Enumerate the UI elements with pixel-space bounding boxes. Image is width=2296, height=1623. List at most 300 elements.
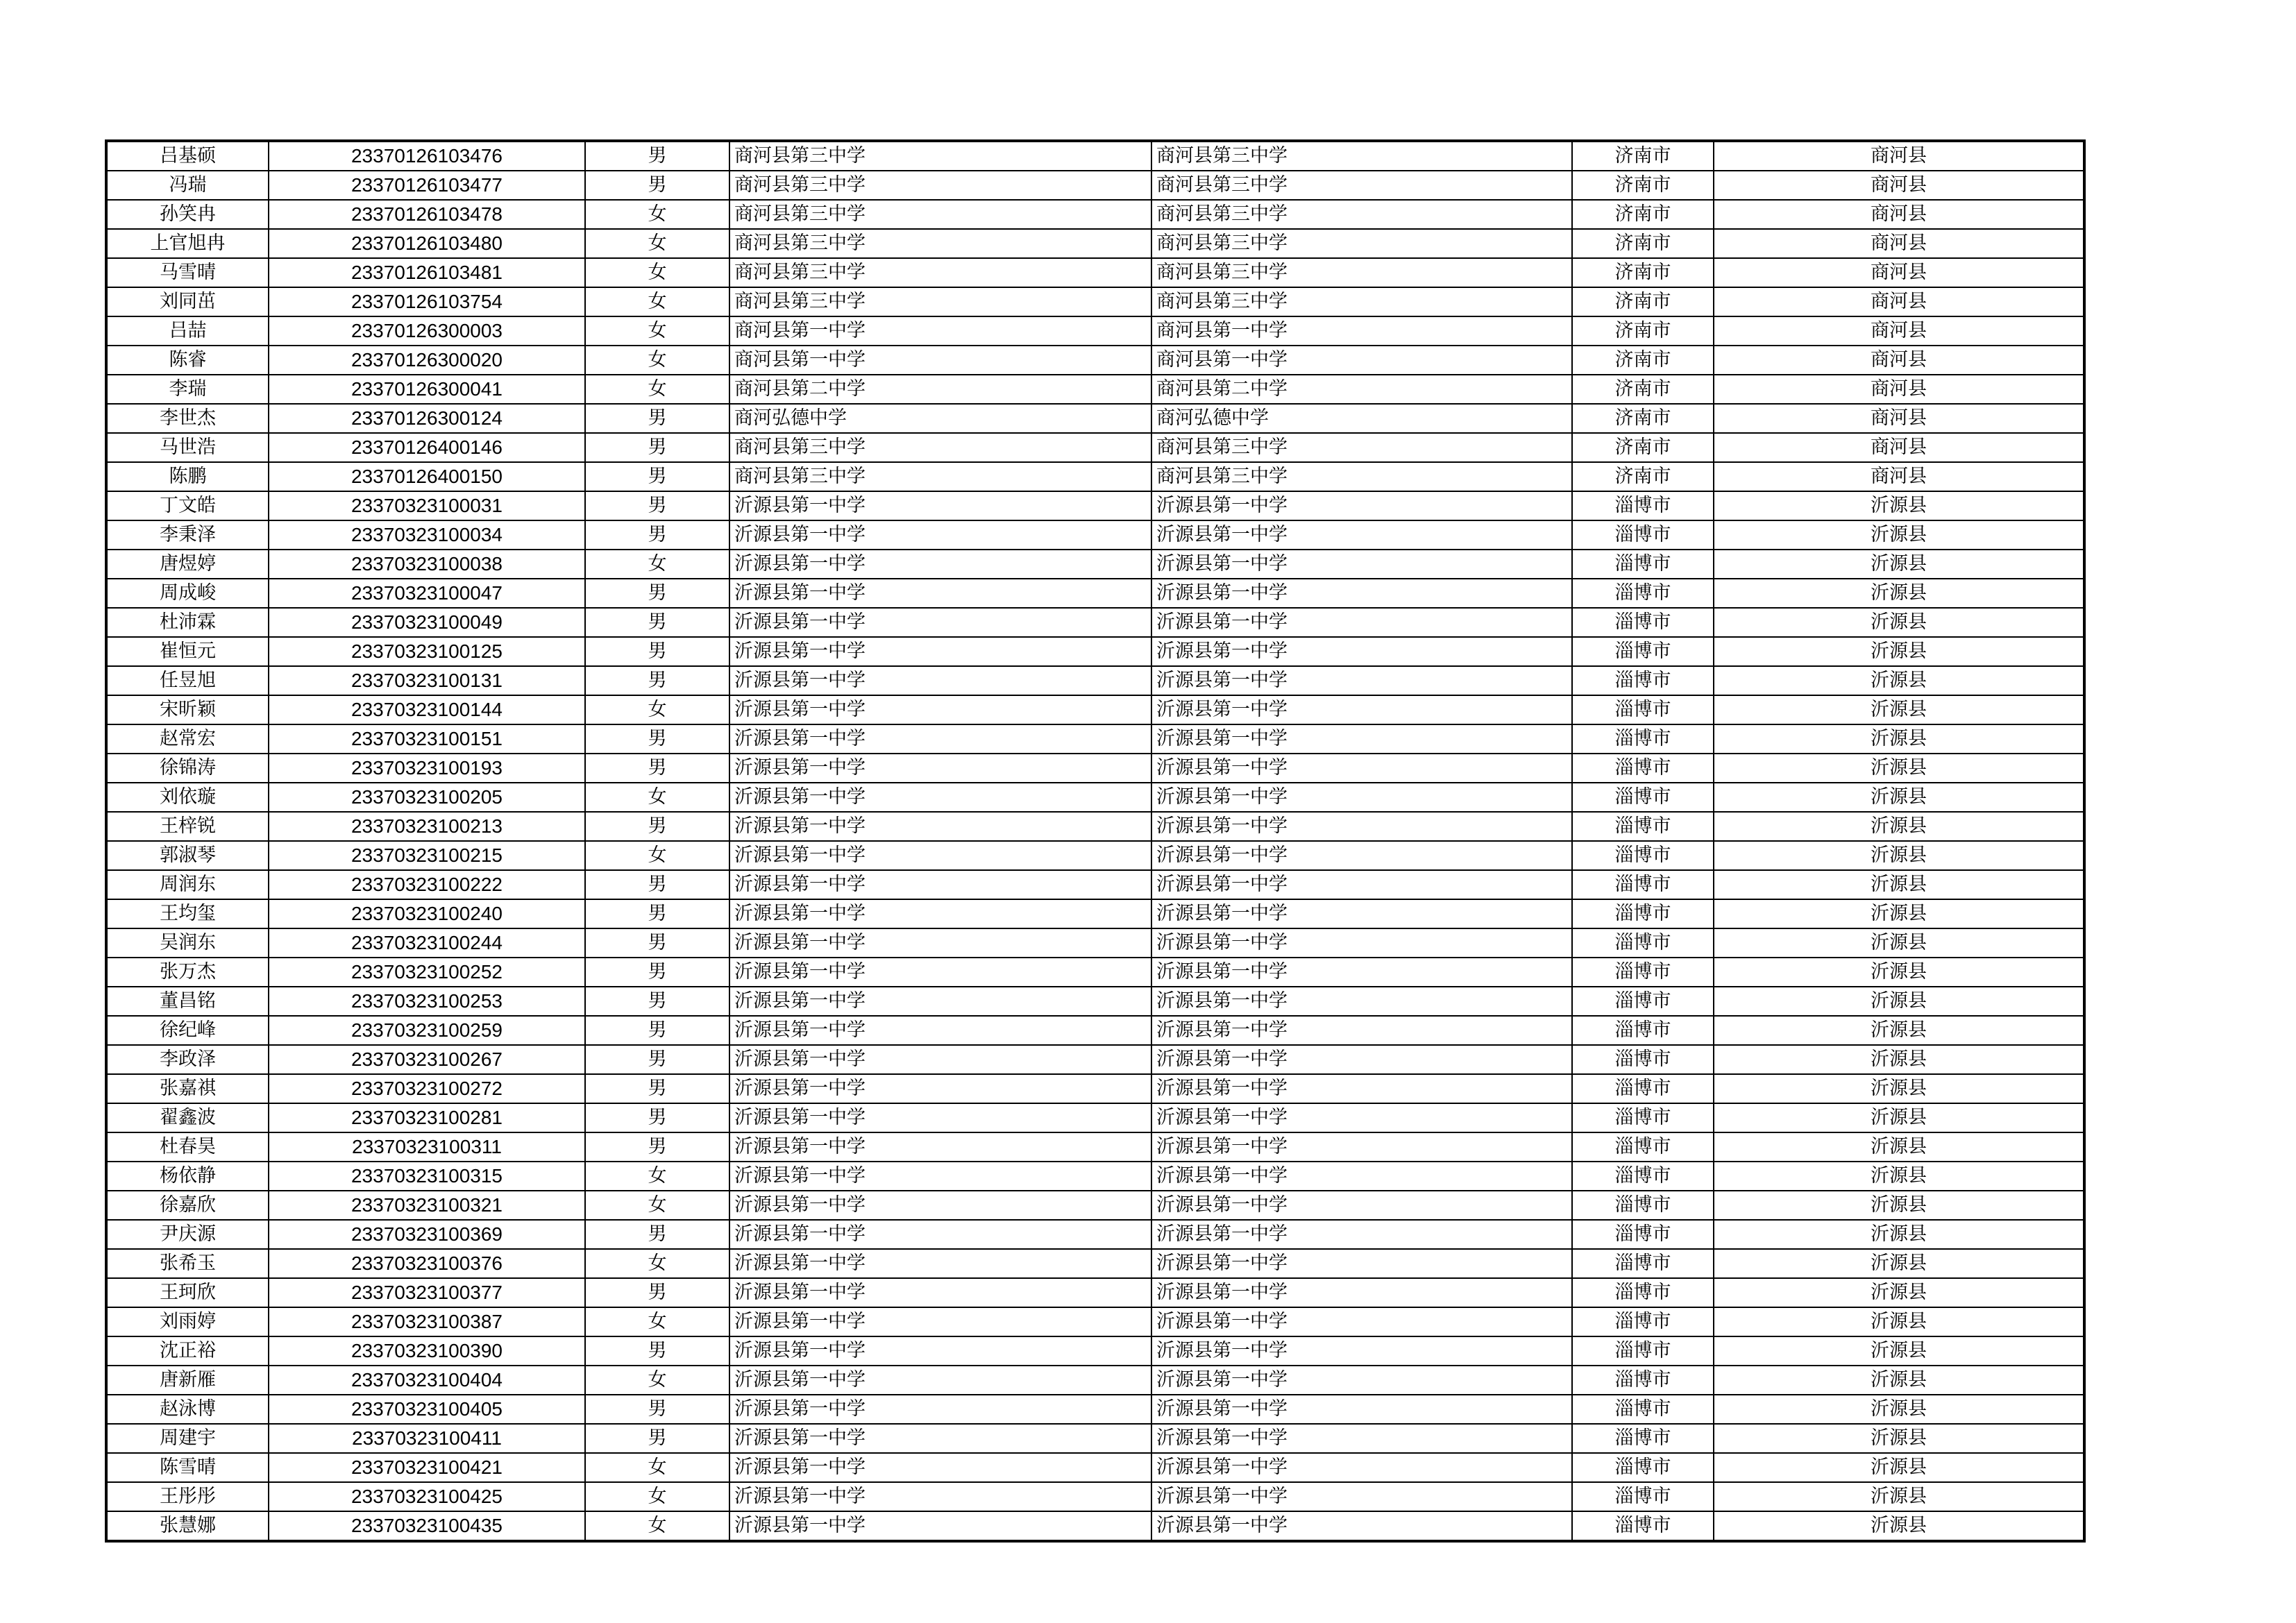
student-name-cell: 李瑞 [106, 375, 269, 404]
table-row [106, 141, 2084, 171]
exam-school-cell: 沂源县第一中学 [1151, 1162, 1572, 1191]
student-name-cell: 赵常宏 [106, 724, 269, 754]
exam-school-cell: 沂源县第一中学 [1151, 812, 1572, 841]
city-cell: 淄博市 [1572, 841, 1714, 870]
table-row [106, 316, 2084, 346]
city-cell: 淄博市 [1572, 491, 1714, 520]
exam-school-cell: 沂源县第一中学 [1151, 1191, 1572, 1220]
exam-school-cell: 沂源县第一中学 [1151, 666, 1572, 695]
student-name-cell: 崔恒元 [106, 637, 269, 666]
student-name-cell: 陈鹏 [106, 462, 269, 491]
gender-cell: 男 [585, 462, 729, 491]
county-cell: 商河县 [1714, 229, 2084, 258]
exam-school-cell: 沂源县第一中学 [1151, 1045, 1572, 1074]
table-row [106, 1307, 2084, 1336]
table-body [106, 141, 2084, 1541]
table-row [106, 346, 2084, 375]
county-cell: 沂源县 [1714, 1220, 2084, 1249]
table-row [106, 1162, 2084, 1191]
school-cell: 沂源县第一中学 [729, 520, 1151, 550]
table-row [106, 1453, 2084, 1482]
student-id-cell: 23370323100215 [269, 841, 585, 870]
school-cell: 沂源县第一中学 [729, 1278, 1151, 1307]
city-cell: 济南市 [1572, 404, 1714, 433]
student-name-cell: 唐新雁 [106, 1366, 269, 1395]
table-row [106, 1366, 2084, 1395]
student-name-cell: 刘雨婷 [106, 1307, 269, 1336]
student-id-cell: 23370323100034 [269, 520, 585, 550]
student-id-cell: 23370323100144 [269, 695, 585, 724]
student-name-cell: 张嘉祺 [106, 1074, 269, 1103]
student-id-cell: 23370126400150 [269, 462, 585, 491]
student-name-cell: 刘同茁 [106, 287, 269, 316]
city-cell: 淄博市 [1572, 1453, 1714, 1482]
table-row [106, 287, 2084, 316]
city-cell: 淄博市 [1572, 1395, 1714, 1424]
table-row [106, 1045, 2084, 1074]
county-cell: 沂源县 [1714, 1191, 2084, 1220]
student-name-cell: 吕喆 [106, 316, 269, 346]
city-cell: 淄博市 [1572, 520, 1714, 550]
exam-school-cell: 商河县第一中学 [1151, 316, 1572, 346]
gender-cell: 男 [585, 987, 729, 1016]
county-cell: 沂源县 [1714, 783, 2084, 812]
county-cell: 沂源县 [1714, 987, 2084, 1016]
gender-cell: 男 [585, 870, 729, 899]
school-cell: 沂源县第一中学 [729, 1074, 1151, 1103]
city-cell: 淄博市 [1572, 1424, 1714, 1453]
student-name-cell: 周成峻 [106, 579, 269, 608]
gender-cell: 男 [585, 520, 729, 550]
school-cell: 沂源县第一中学 [729, 1016, 1151, 1045]
student-name-cell: 冯瑞 [106, 171, 269, 200]
gender-cell: 女 [585, 287, 729, 316]
table-row [106, 1278, 2084, 1307]
gender-cell: 男 [585, 637, 729, 666]
city-cell: 济南市 [1572, 141, 1714, 171]
student-name-cell: 周润东 [106, 870, 269, 899]
city-cell: 淄博市 [1572, 579, 1714, 608]
exam-school-cell: 沂源县第一中学 [1151, 1336, 1572, 1366]
city-cell: 济南市 [1572, 287, 1714, 316]
student-name-cell: 徐锦涛 [106, 754, 269, 783]
school-cell: 沂源县第一中学 [729, 1162, 1151, 1191]
student-id-cell: 23370126300020 [269, 346, 585, 375]
gender-cell: 女 [585, 1511, 729, 1541]
county-cell: 沂源县 [1714, 1132, 2084, 1162]
student-name-cell: 翟鑫波 [106, 1103, 269, 1132]
city-cell: 淄博市 [1572, 1045, 1714, 1074]
city-cell: 济南市 [1572, 258, 1714, 287]
gender-cell: 男 [585, 928, 729, 958]
county-cell: 商河县 [1714, 316, 2084, 346]
county-cell: 沂源县 [1714, 1366, 2084, 1395]
gender-cell: 女 [585, 1162, 729, 1191]
student-id-cell: 23370323100315 [269, 1162, 585, 1191]
student-name-cell: 尹庆源 [106, 1220, 269, 1249]
student-name-cell: 杜春昊 [106, 1132, 269, 1162]
student-id-cell: 23370323100049 [269, 608, 585, 637]
county-cell: 商河县 [1714, 346, 2084, 375]
table-row [106, 579, 2084, 608]
city-cell: 淄博市 [1572, 1016, 1714, 1045]
city-cell: 淄博市 [1572, 637, 1714, 666]
exam-school-cell: 沂源县第一中学 [1151, 987, 1572, 1016]
city-cell: 淄博市 [1572, 1132, 1714, 1162]
gender-cell: 男 [585, 812, 729, 841]
school-cell: 商河县第一中学 [729, 316, 1151, 346]
city-cell: 淄博市 [1572, 928, 1714, 958]
school-cell: 商河县第三中学 [729, 433, 1151, 462]
city-cell: 淄博市 [1572, 1278, 1714, 1307]
gender-cell: 女 [585, 1366, 729, 1395]
table-row [106, 754, 2084, 783]
exam-school-cell: 沂源县第一中学 [1151, 520, 1572, 550]
gender-cell: 男 [585, 433, 729, 462]
student-id-cell: 23370323100387 [269, 1307, 585, 1336]
student-id-cell: 23370323100125 [269, 637, 585, 666]
gender-cell: 男 [585, 608, 729, 637]
county-cell: 沂源县 [1714, 958, 2084, 987]
table-row [106, 462, 2084, 491]
city-cell: 淄博市 [1572, 666, 1714, 695]
city-cell: 淄博市 [1572, 987, 1714, 1016]
school-cell: 沂源县第一中学 [729, 958, 1151, 987]
table-row [106, 928, 2084, 958]
school-cell: 沂源县第一中学 [729, 1366, 1151, 1395]
student-name-cell: 沈正裕 [106, 1336, 269, 1366]
table-row [106, 783, 2084, 812]
gender-cell: 男 [585, 1016, 729, 1045]
student-id-cell: 23370323100311 [269, 1132, 585, 1162]
school-cell: 商河县第三中学 [729, 200, 1151, 229]
table-row [106, 229, 2084, 258]
gender-cell: 女 [585, 1191, 729, 1220]
student-id-cell: 23370323100377 [269, 1278, 585, 1307]
table-row [106, 666, 2084, 695]
student-id-cell: 23370323100272 [269, 1074, 585, 1103]
student-name-cell: 孙笑冉 [106, 200, 269, 229]
city-cell: 淄博市 [1572, 1307, 1714, 1336]
student-id-cell: 23370126103476 [269, 141, 585, 171]
table-row [106, 812, 2084, 841]
county-cell: 沂源县 [1714, 550, 2084, 579]
county-cell: 沂源县 [1714, 637, 2084, 666]
gender-cell: 女 [585, 695, 729, 724]
student-name-cell: 王梓锐 [106, 812, 269, 841]
table-row [106, 375, 2084, 404]
student-name-cell: 李政泽 [106, 1045, 269, 1074]
table-row [106, 258, 2084, 287]
gender-cell: 男 [585, 1132, 729, 1162]
exam-school-cell: 沂源县第一中学 [1151, 491, 1572, 520]
school-cell: 商河县第三中学 [729, 287, 1151, 316]
county-cell: 沂源县 [1714, 666, 2084, 695]
county-cell: 沂源县 [1714, 812, 2084, 841]
table-row [106, 958, 2084, 987]
city-cell: 淄博市 [1572, 1511, 1714, 1541]
school-cell: 沂源县第一中学 [729, 754, 1151, 783]
county-cell: 沂源县 [1714, 1511, 2084, 1541]
table-row [106, 200, 2084, 229]
exam-school-cell: 沂源县第一中学 [1151, 550, 1572, 579]
student-id-cell: 23370126103477 [269, 171, 585, 200]
school-cell: 沂源县第一中学 [729, 928, 1151, 958]
city-cell: 淄博市 [1572, 724, 1714, 754]
school-cell: 沂源县第一中学 [729, 1482, 1151, 1511]
city-cell: 济南市 [1572, 433, 1714, 462]
county-cell: 沂源县 [1714, 491, 2084, 520]
county-cell: 沂源县 [1714, 1249, 2084, 1278]
table-row [106, 1395, 2084, 1424]
student-name-cell: 马世浩 [106, 433, 269, 462]
school-cell: 沂源县第一中学 [729, 1103, 1151, 1132]
county-cell: 商河县 [1714, 141, 2084, 171]
school-cell: 商河县第三中学 [729, 229, 1151, 258]
county-cell: 沂源县 [1714, 1336, 2084, 1366]
exam-school-cell: 沂源县第一中学 [1151, 637, 1572, 666]
school-cell: 沂源县第一中学 [729, 1336, 1151, 1366]
county-cell: 沂源县 [1714, 1453, 2084, 1482]
table-row [106, 1016, 2084, 1045]
gender-cell: 男 [585, 724, 729, 754]
gender-cell: 男 [585, 899, 729, 928]
student-name-cell: 张万杰 [106, 958, 269, 987]
county-cell: 沂源县 [1714, 608, 2084, 637]
student-id-cell: 23370323100281 [269, 1103, 585, 1132]
school-cell: 沂源县第一中学 [729, 1249, 1151, 1278]
student-name-cell: 陈睿 [106, 346, 269, 375]
county-cell: 沂源县 [1714, 928, 2084, 958]
city-cell: 淄博市 [1572, 608, 1714, 637]
table-row [106, 1511, 2084, 1541]
school-cell: 沂源县第一中学 [729, 579, 1151, 608]
student-id-cell: 23370323100405 [269, 1395, 585, 1424]
student-name-cell: 王珂欣 [106, 1278, 269, 1307]
exam-school-cell: 沂源县第一中学 [1151, 1307, 1572, 1336]
student-name-cell: 赵泳博 [106, 1395, 269, 1424]
table-row [106, 171, 2084, 200]
student-id-cell: 23370323100390 [269, 1336, 585, 1366]
exam-school-cell: 沂源县第一中学 [1151, 1016, 1572, 1045]
table-row [106, 695, 2084, 724]
exam-school-cell: 沂源县第一中学 [1151, 608, 1572, 637]
county-cell: 沂源县 [1714, 1045, 2084, 1074]
student-id-cell: 23370323100047 [269, 579, 585, 608]
city-cell: 济南市 [1572, 229, 1714, 258]
gender-cell: 女 [585, 1249, 729, 1278]
school-cell: 沂源县第一中学 [729, 841, 1151, 870]
gender-cell: 男 [585, 404, 729, 433]
student-id-cell: 23370126400146 [269, 433, 585, 462]
student-id-cell: 23370323100222 [269, 870, 585, 899]
county-cell: 沂源县 [1714, 1307, 2084, 1336]
gender-cell: 男 [585, 1103, 729, 1132]
table-row [106, 1482, 2084, 1511]
exam-school-cell: 沂源县第一中学 [1151, 1074, 1572, 1103]
gender-cell: 男 [585, 141, 729, 171]
student-name-cell: 张慧娜 [106, 1511, 269, 1541]
gender-cell: 女 [585, 1482, 729, 1511]
exam-school-cell: 商河县第三中学 [1151, 462, 1572, 491]
table-row [106, 550, 2084, 579]
city-cell: 济南市 [1572, 375, 1714, 404]
gender-cell: 男 [585, 1045, 729, 1074]
table-row [106, 433, 2084, 462]
student-name-cell: 刘依璇 [106, 783, 269, 812]
gender-cell: 女 [585, 229, 729, 258]
gender-cell: 女 [585, 1453, 729, 1482]
student-id-cell: 23370126300041 [269, 375, 585, 404]
school-cell: 沂源县第一中学 [729, 783, 1151, 812]
gender-cell: 男 [585, 1424, 729, 1453]
county-cell: 商河县 [1714, 375, 2084, 404]
student-id-cell: 23370323100205 [269, 783, 585, 812]
exam-school-cell: 商河县第二中学 [1151, 375, 1572, 404]
gender-cell: 女 [585, 375, 729, 404]
student-name-cell: 董昌铭 [106, 987, 269, 1016]
exam-school-cell: 沂源县第一中学 [1151, 1395, 1572, 1424]
city-cell: 济南市 [1572, 462, 1714, 491]
county-cell: 沂源县 [1714, 1424, 2084, 1453]
city-cell: 淄博市 [1572, 1103, 1714, 1132]
student-name-cell: 丁文皓 [106, 491, 269, 520]
school-cell: 商河县第三中学 [729, 171, 1151, 200]
school-cell: 沂源县第一中学 [729, 1191, 1151, 1220]
city-cell: 淄博市 [1572, 1336, 1714, 1366]
student-id-cell: 23370323100213 [269, 812, 585, 841]
exam-school-cell: 商河弘德中学 [1151, 404, 1572, 433]
exam-school-cell: 沂源县第一中学 [1151, 870, 1572, 899]
county-cell: 商河县 [1714, 258, 2084, 287]
county-cell: 商河县 [1714, 171, 2084, 200]
county-cell: 沂源县 [1714, 1278, 2084, 1307]
table-row [106, 404, 2084, 433]
exam-school-cell: 沂源县第一中学 [1151, 1249, 1572, 1278]
student-id-cell: 23370126103481 [269, 258, 585, 287]
student-id-cell: 23370323100425 [269, 1482, 585, 1511]
table-row [106, 491, 2084, 520]
county-cell: 商河县 [1714, 433, 2084, 462]
county-cell: 沂源县 [1714, 870, 2084, 899]
student-id-cell: 23370323100193 [269, 754, 585, 783]
student-id-cell: 23370323100369 [269, 1220, 585, 1249]
county-cell: 沂源县 [1714, 724, 2084, 754]
school-cell: 沂源县第一中学 [729, 1045, 1151, 1074]
student-table [105, 139, 2086, 1543]
table-row [106, 1424, 2084, 1453]
table-row [106, 987, 2084, 1016]
gender-cell: 男 [585, 1336, 729, 1366]
table-row [106, 899, 2084, 928]
city-cell: 济南市 [1572, 346, 1714, 375]
county-cell: 沂源县 [1714, 579, 2084, 608]
table-row [106, 724, 2084, 754]
city-cell: 济南市 [1572, 171, 1714, 200]
table-row [106, 1132, 2084, 1162]
school-cell: 沂源县第一中学 [729, 812, 1151, 841]
city-cell: 淄博市 [1572, 1162, 1714, 1191]
gender-cell: 女 [585, 783, 729, 812]
student-id-cell: 23370126300124 [269, 404, 585, 433]
student-id-cell: 23370323100411 [269, 1424, 585, 1453]
student-name-cell: 任昱旭 [106, 666, 269, 695]
student-name-cell: 李世杰 [106, 404, 269, 433]
school-cell: 沂源县第一中学 [729, 695, 1151, 724]
student-name-cell: 徐纪峰 [106, 1016, 269, 1045]
exam-school-cell: 沂源县第一中学 [1151, 841, 1572, 870]
gender-cell: 男 [585, 491, 729, 520]
county-cell: 商河县 [1714, 462, 2084, 491]
exam-school-cell: 沂源县第一中学 [1151, 695, 1572, 724]
school-cell: 沂源县第一中学 [729, 608, 1151, 637]
student-id-cell: 23370126103754 [269, 287, 585, 316]
student-id-cell: 23370323100435 [269, 1511, 585, 1541]
gender-cell: 男 [585, 1395, 729, 1424]
school-cell: 沂源县第一中学 [729, 637, 1151, 666]
school-cell: 沂源县第一中学 [729, 870, 1151, 899]
city-cell: 淄博市 [1572, 754, 1714, 783]
exam-school-cell: 沂源县第一中学 [1151, 1278, 1572, 1307]
school-cell: 沂源县第一中学 [729, 987, 1151, 1016]
city-cell: 淄博市 [1572, 870, 1714, 899]
city-cell: 淄博市 [1572, 1482, 1714, 1511]
exam-school-cell: 沂源县第一中学 [1151, 724, 1572, 754]
student-id-cell: 23370323100404 [269, 1366, 585, 1395]
school-cell: 沂源县第一中学 [729, 1395, 1151, 1424]
gender-cell: 女 [585, 346, 729, 375]
student-name-cell: 徐嘉欣 [106, 1191, 269, 1220]
city-cell: 淄博市 [1572, 1074, 1714, 1103]
table-row [106, 520, 2084, 550]
student-id-cell: 23370323100131 [269, 666, 585, 695]
county-cell: 沂源县 [1714, 520, 2084, 550]
exam-school-cell: 沂源县第一中学 [1151, 754, 1572, 783]
city-cell: 济南市 [1572, 200, 1714, 229]
student-name-cell: 王均玺 [106, 899, 269, 928]
gender-cell: 女 [585, 258, 729, 287]
city-cell: 淄博市 [1572, 1249, 1714, 1278]
gender-cell: 男 [585, 666, 729, 695]
table-row [106, 637, 2084, 666]
student-name-cell: 杜沛霖 [106, 608, 269, 637]
table-row [106, 1103, 2084, 1132]
student-name-cell: 唐煜婷 [106, 550, 269, 579]
exam-school-cell: 沂源县第一中学 [1151, 899, 1572, 928]
school-cell: 商河县第一中学 [729, 346, 1151, 375]
student-name-cell: 陈雪晴 [106, 1453, 269, 1482]
student-name-cell: 宋昕颖 [106, 695, 269, 724]
table-row [106, 1191, 2084, 1220]
student-name-cell: 张希玉 [106, 1249, 269, 1278]
student-id-cell: 23370323100259 [269, 1016, 585, 1045]
table-row [106, 1249, 2084, 1278]
exam-school-cell: 沂源县第一中学 [1151, 1511, 1572, 1541]
county-cell: 沂源县 [1714, 1016, 2084, 1045]
city-cell: 淄博市 [1572, 1366, 1714, 1395]
student-id-cell: 23370323100267 [269, 1045, 585, 1074]
county-cell: 沂源县 [1714, 1482, 2084, 1511]
school-cell: 商河县第三中学 [729, 141, 1151, 171]
school-cell: 沂源县第一中学 [729, 550, 1151, 579]
student-id-cell: 23370323100244 [269, 928, 585, 958]
student-id-cell: 23370323100240 [269, 899, 585, 928]
exam-school-cell: 沂源县第一中学 [1151, 1103, 1572, 1132]
exam-school-cell: 沂源县第一中学 [1151, 1132, 1572, 1162]
student-name-cell: 王彤彤 [106, 1482, 269, 1511]
student-name-cell: 杨依静 [106, 1162, 269, 1191]
student-id-cell: 23370323100321 [269, 1191, 585, 1220]
